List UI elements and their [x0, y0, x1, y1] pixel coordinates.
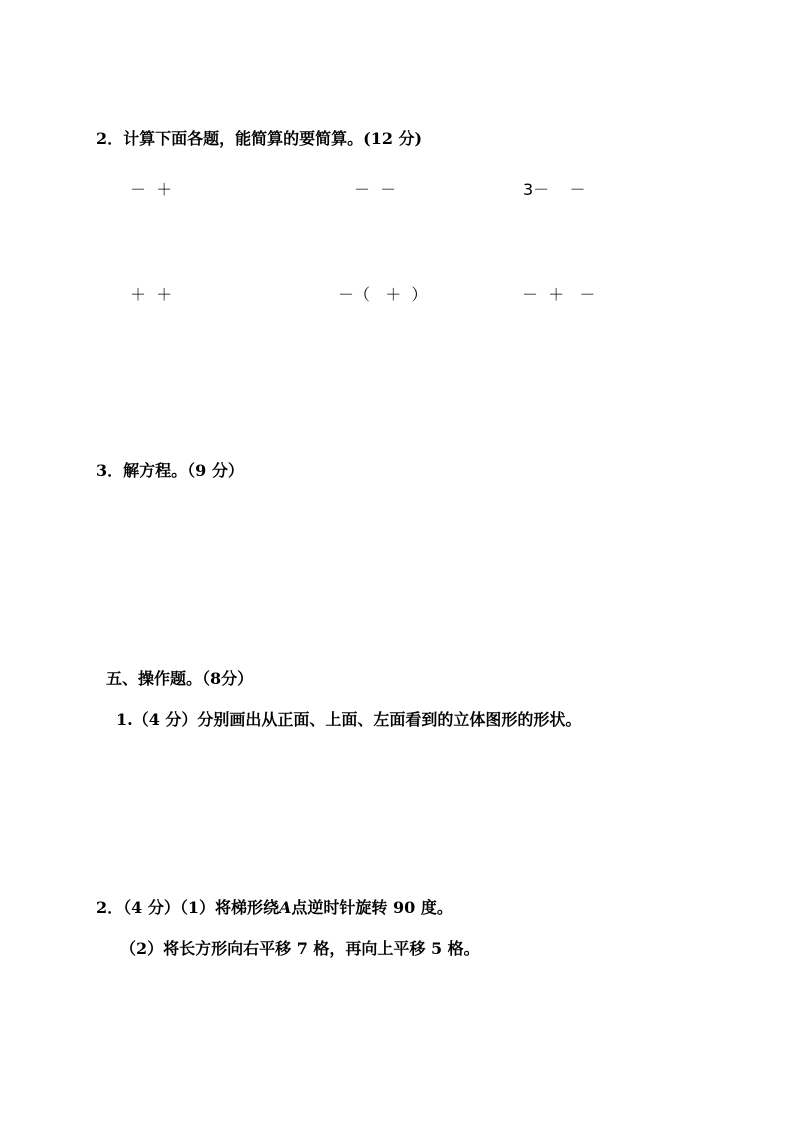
expression-2: － －	[354, 180, 397, 199]
expression-6: － ＋ －	[522, 285, 596, 304]
expression-3: 3－ －	[523, 180, 586, 199]
section-5-heading: 五、操作题。（8分）	[106, 669, 254, 688]
question-3-title: 3．解方程。（9 分）	[96, 461, 244, 480]
operation-question-2-part-2: （2）将长方形向右平移 7 格，再向上平移 5 格。	[120, 939, 480, 958]
expression-5: －（ ＋ ）	[338, 285, 428, 304]
operation-question-2-suffix: 点逆时针旋转 90 度。	[291, 898, 453, 917]
operation-question-2-prefix: 2．（4 分）（1）将梯形绕	[96, 898, 279, 917]
expression-1: － ＋	[130, 180, 173, 199]
point-a-label: A	[278, 898, 292, 917]
question-2-title: 2．计算下面各题，能简算的要简算。(12 分)	[96, 129, 423, 148]
operation-question-1: 1.（4 分）分别画出从正面、上面、左面看到的立体图形的形状。	[116, 710, 582, 729]
expression-4: ＋ ＋	[130, 285, 173, 304]
operation-question-2	[96, 898, 453, 918]
